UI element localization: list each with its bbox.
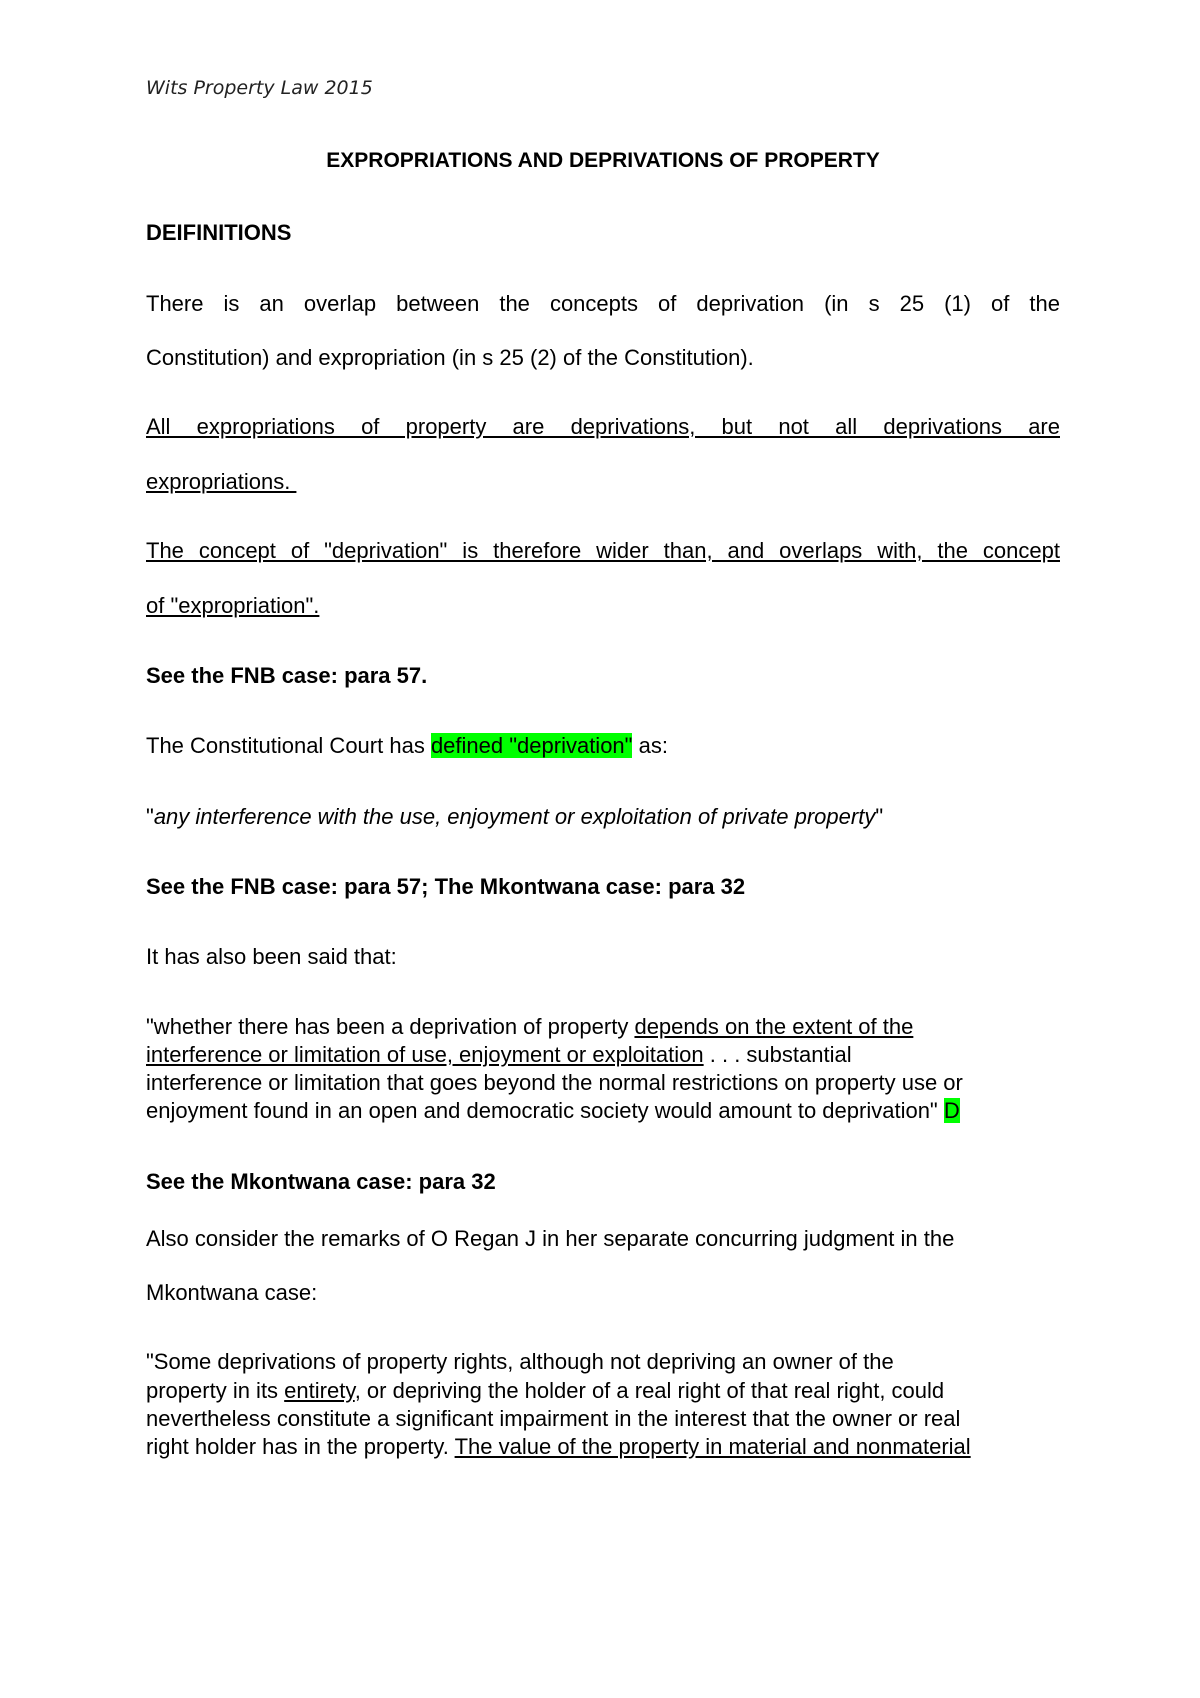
quote-oregan-underlined-value: The value of the property in material and nonmaterial xyxy=(454,1434,971,1459)
paragraph-all-expropriations-line2: expropriations. xyxy=(146,469,297,494)
quote-extent-line1 xyxy=(146,1013,1060,1041)
quote-oregan-line2 xyxy=(146,1377,1060,1405)
quote-extent-text-4: enjoyment found in an open and democratic society would amount to deprivation" xyxy=(146,1098,944,1123)
section-heading: DEIFINITIONS xyxy=(146,220,292,245)
page-title: EXPROPRIATIONS AND DEPRIVATIONS OF PROPERTY xyxy=(326,149,880,172)
quote-extent-underlined: depends on the extent of the xyxy=(634,1014,914,1039)
highlighted-deprivation-definition: defined "deprivation" xyxy=(430,733,633,758)
paragraph-overlap-line2: Constitution) and expropriation (in s 25 (2) of the Constitution). xyxy=(146,345,754,370)
quote-extent-underlined-2: interference or limitation of use, enjoyment or exploitation xyxy=(146,1042,704,1067)
case-reference-fnb-mkontwana: See the FNB case: para 57; The Mkontwana case: para 32 xyxy=(146,874,746,899)
running-header: Wits Property Law 2015 xyxy=(146,77,373,99)
quote-oregan-line3: nevertheless constitute a significant impairment in the interest that the owner or real xyxy=(146,1406,961,1431)
paragraph-overlap-line1: There is an overlap between the concepts of deprivation (in s 25 (1) of the xyxy=(146,291,1060,316)
paragraph-concept-line2: of "expropriation". xyxy=(146,593,320,618)
quote-oregan-text-2a: property in its xyxy=(146,1378,285,1403)
paragraph-all-expropriations-line1: All expropriations of property are deprivations, but not all deprivations are xyxy=(146,414,1060,439)
quote-oregan-text-2b: , or depriving the holder of a real right of that real right, could xyxy=(354,1378,945,1403)
case-reference-mkontwana: See the Mkontwana case: para 32 xyxy=(146,1169,496,1194)
case-reference-fnb: See the FNB case: para 57. xyxy=(146,663,428,688)
paragraph-court-defined xyxy=(146,732,1060,760)
quote-extent-text-2: . . . substantial xyxy=(703,1042,852,1067)
quote-oregan-line4 xyxy=(146,1433,1060,1461)
highlighted-marker-d: D xyxy=(943,1098,960,1123)
quote-extent-line4 xyxy=(146,1097,1060,1125)
paragraph-concept-line1: The concept of "deprivation" is therefore wider than, and overlaps with, the concept xyxy=(146,538,1060,563)
paragraph-oregan-line2: Mkontwana case: xyxy=(146,1280,318,1305)
court-defined-text-after: as: xyxy=(632,733,668,758)
quote-close-mark: " xyxy=(875,804,884,829)
quote-deprivation-definition xyxy=(146,803,1060,831)
quote-definition-text: any interference with the use, enjoyment or exploitation of private property xyxy=(153,804,876,829)
quote-extent-line2 xyxy=(146,1041,1060,1069)
quote-oregan-entirety: entirety xyxy=(284,1378,355,1403)
quote-extent-line3: interference or limitation that goes beyond the normal restrictions on property use or xyxy=(146,1070,963,1095)
court-defined-text-before: The Constitutional Court has xyxy=(146,733,431,758)
paragraph-oregan-line1: Also consider the remarks of O Regan J in her separate concurring judgment in the xyxy=(146,1226,955,1251)
paragraph-also-said: It has also been said that: xyxy=(146,944,397,969)
quote-extent-text: "whether there has been a deprivation of property xyxy=(146,1014,635,1039)
quote-oregan-line1: "Some deprivations of property rights, although not depriving an owner of the xyxy=(146,1349,894,1374)
quote-open-mark: " xyxy=(146,804,154,829)
quote-oregan-text-4a: right holder has in the property. xyxy=(146,1434,455,1459)
